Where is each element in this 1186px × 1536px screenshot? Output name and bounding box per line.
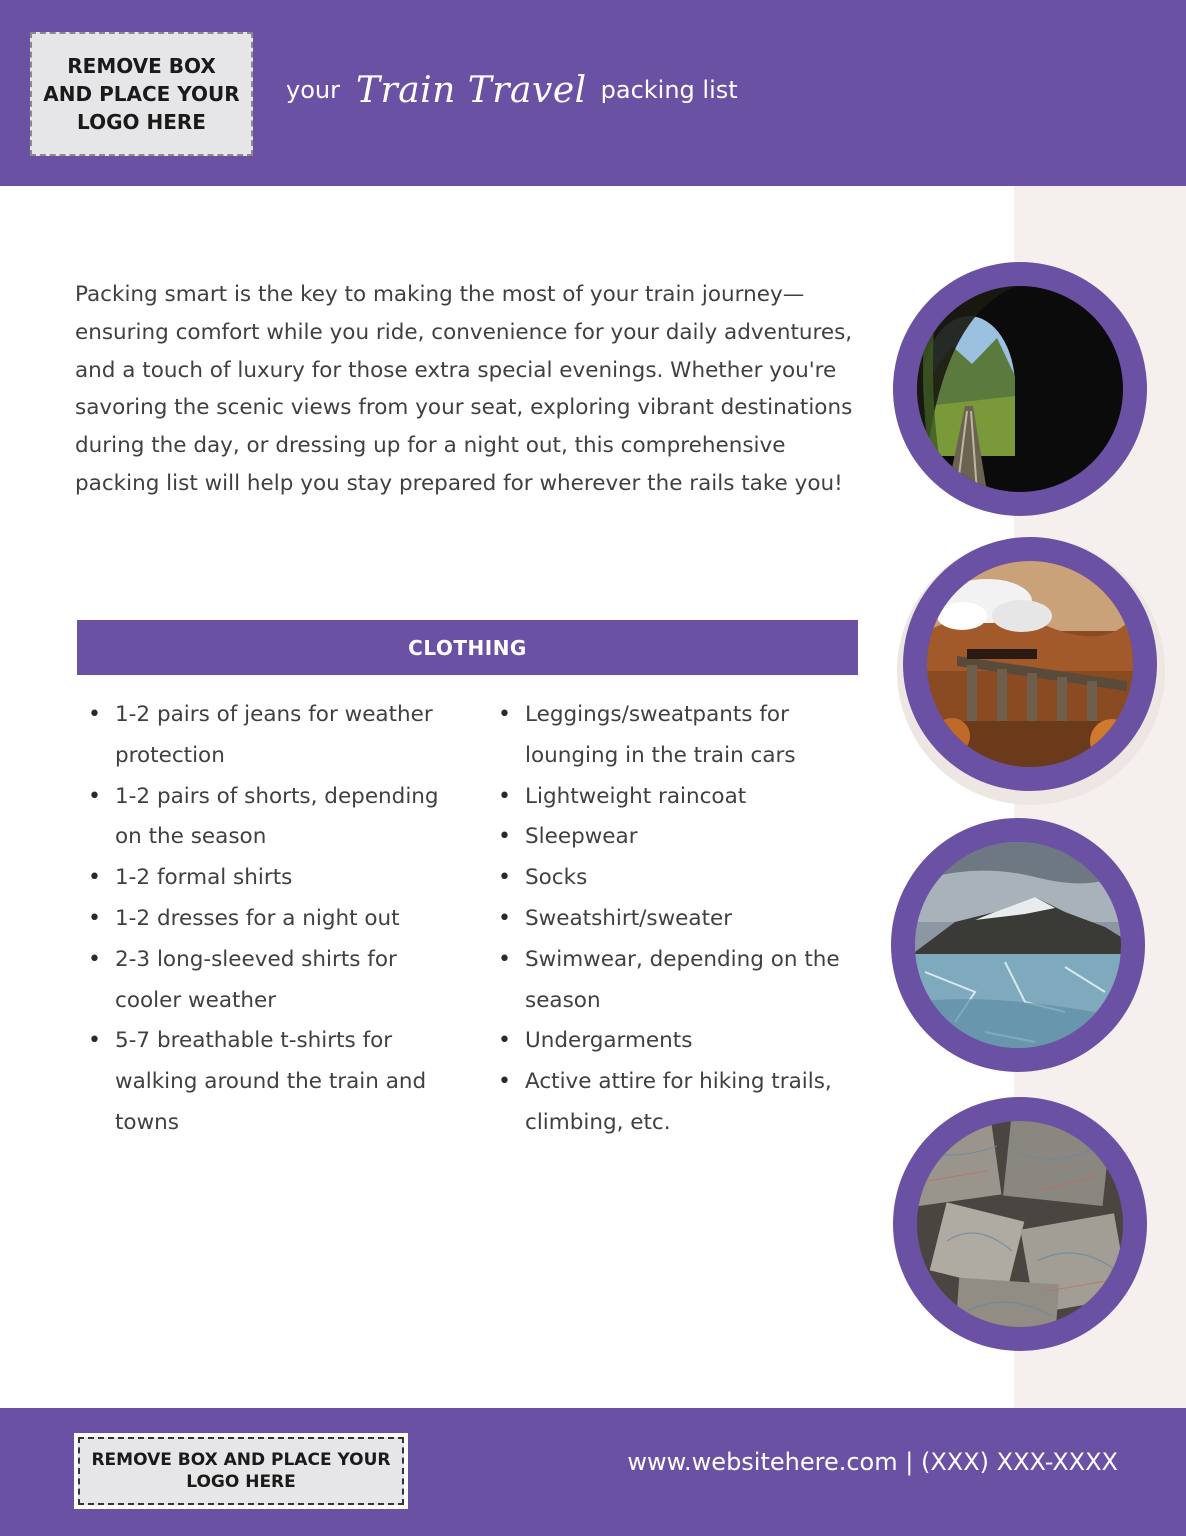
intro-paragraph: Packing smart is the key to making the most of your train journey—ensuring comfort while you ride, convenience for your daily adventures, and a touch of luxury for those extra special evenings. Whether you're savoring the scenic views from your seat, exploring vibrant destinations during the day, or dressing up for a night out, this comprehensive packing list will help you stay prepared for wherever the rails take you! <box>75 282 853 496</box>
footer-logo-placeholder: REMOVE BOX AND PLACE YOUR LOGO HERE <box>78 1437 404 1505</box>
tunnel-image <box>917 286 1123 492</box>
logo-placeholder[interactable]: REMOVE BOX AND PLACE YOUR LOGO HERE <box>30 32 253 156</box>
header-banner <box>0 0 1186 186</box>
list-item: • Sleepwear <box>498 817 868 858</box>
frozen-lake-image <box>915 842 1121 1048</box>
list-item: • 1-2 formal shirts <box>88 858 448 899</box>
page-title <box>286 60 738 120</box>
steam-train-image <box>927 561 1133 767</box>
clothing-list-left <box>88 695 448 1144</box>
list-item: • Lightweight raincoat <box>498 777 868 818</box>
clothing-list-right <box>498 695 868 1144</box>
photo-maps <box>893 1097 1147 1351</box>
contact-info[interactable]: www.websitehere.com | (XXX) XXX-XXXX <box>627 1448 1118 1476</box>
list-item: • 1-2 pairs of jeans for weather protection <box>88 695 448 777</box>
list-item: • 1-2 pairs of shorts, depending on the season <box>88 777 448 859</box>
maps-image <box>917 1121 1123 1327</box>
photo-tunnel <box>893 262 1147 516</box>
list-item: • 1-2 dresses for a night out <box>88 899 448 940</box>
list-item: • Swimwear, depending on the season <box>498 940 868 1022</box>
photo-steam-train <box>903 537 1157 791</box>
footer-banner <box>0 1408 1186 1536</box>
clothing-heading: CLOTHING <box>77 620 858 675</box>
title-script: Train Travel <box>355 69 587 111</box>
footer-logo-box[interactable] <box>74 1433 408 1509</box>
list-item: • 2-3 long-sleeved shirts for cooler weather <box>88 940 448 1022</box>
list-item: • Sweatshirt/sweater <box>498 899 868 940</box>
list-item: • Leggings/sweatpants for lounging in the train cars <box>498 695 868 777</box>
list-item: • Socks <box>498 858 868 899</box>
list-item: • Active attire for hiking trails, climbing, etc. <box>498 1062 868 1144</box>
list-item: • Undergarments <box>498 1021 868 1062</box>
title-prefix: your <box>286 76 340 104</box>
title-suffix: packing list <box>600 76 738 104</box>
list-item: • 5-7 breathable t-shirts for walking around the train and towns <box>88 1021 448 1143</box>
photo-frozen-lake <box>891 818 1145 1072</box>
